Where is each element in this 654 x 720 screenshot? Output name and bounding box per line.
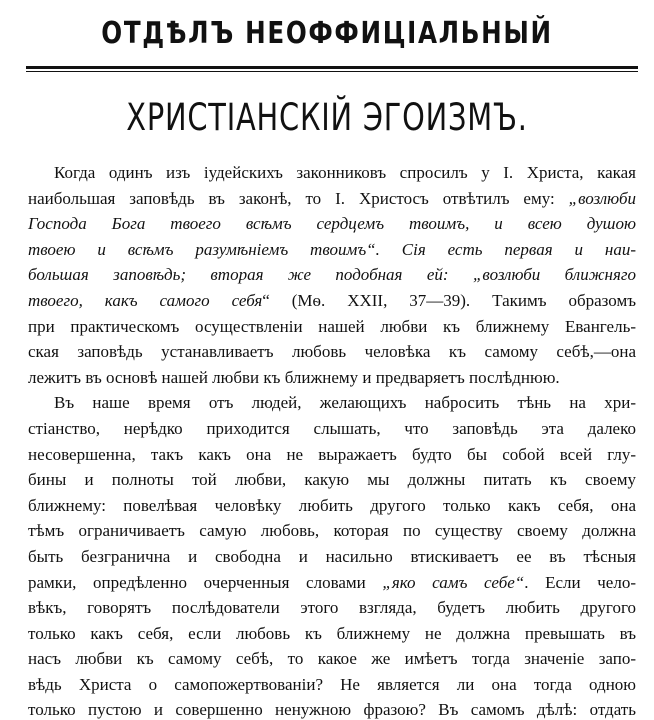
body-line xyxy=(28,646,636,672)
body-line xyxy=(28,544,636,570)
body-line xyxy=(28,186,636,212)
header-rule-thick xyxy=(26,66,638,69)
body-text: “ (Мѳ. XXII, 37—39). Такимъ образомъ xyxy=(262,290,636,310)
body-text: быть безгранична и свободна и насильно втискиваетъ ее въ тѣсныя xyxy=(28,546,636,566)
body-line xyxy=(28,442,636,468)
body-text: вѣкъ, говорятъ послѣдователи этого взгляда, будетъ любить другого xyxy=(28,598,636,618)
body-line xyxy=(28,416,636,442)
body-line xyxy=(28,570,636,596)
body-text: Въ наше время отъ людей, желающихъ набросить тѣнь на хри- xyxy=(54,393,636,413)
body-line xyxy=(28,288,636,314)
emphasis-text: „яко самъ себе“ xyxy=(382,572,525,592)
body-text: рамки, опредѣленно очерченныя словами xyxy=(28,572,383,592)
body-text: насъ любви къ самому себѣ, то какое же имѣетъ тогда значеніе запо- xyxy=(28,649,636,669)
body-line xyxy=(28,697,636,720)
body-text: несовершенна, такъ какъ она не выражаетъ будто бы собой всей глу- xyxy=(28,444,636,464)
emphasis-text: „возлюби xyxy=(568,188,636,208)
body-text: только пустою и совершенно ненужною фразою? Въ самомъ дѣлѣ: отдать xyxy=(28,700,636,720)
body-line xyxy=(28,390,636,416)
article-title: ХРИСТІАНСКІЙ ЭГОИЗМЪ. xyxy=(126,96,528,139)
body-line xyxy=(28,672,636,698)
body-line xyxy=(28,314,636,340)
body-line xyxy=(28,365,636,391)
body-text: лежитъ въ основѣ нашей любви къ ближнему и предваряетъ послѣднюю. xyxy=(28,367,560,387)
body-line xyxy=(28,262,636,288)
body-text: Когда одинъ изъ іудейскихъ законниковъ спросилъ у І. Христа, какая xyxy=(54,163,636,182)
body-line xyxy=(28,237,636,263)
emphasis-text: твоего, какъ самого себя xyxy=(28,290,263,310)
emphasis-text: твоею и всѣмъ разумѣніемъ твоимъ“. Сія есть первая и наи- xyxy=(28,239,636,259)
body-line xyxy=(28,621,636,647)
body-text: ближнему: повелѣвая человѣку любить другого только какъ себя, она xyxy=(28,495,636,515)
body-text: вѣдь Христа о самопожертвованіи? Не является ли она тогда одною xyxy=(28,674,636,694)
body-line xyxy=(28,339,636,365)
body-text: . Если чело- xyxy=(524,572,636,592)
body-line xyxy=(28,467,636,493)
body-text: тѣмъ ограничиваетъ самую любовь, которая по существу своему должна xyxy=(28,521,636,541)
body-line xyxy=(28,595,636,621)
body-line xyxy=(28,518,636,544)
body-text: только какъ себя, если любовь къ ближнему не должна превышать въ xyxy=(28,623,636,643)
body-line xyxy=(28,211,636,237)
body-text: бины и полноты той любви, какую мы должны питать къ своему xyxy=(28,470,636,490)
header-rule-thin xyxy=(26,71,638,72)
body-text: наибольшая заповѣдь въ законѣ, то І. Христосъ отвѣтилъ ему: xyxy=(28,188,569,208)
article-body xyxy=(28,160,636,720)
body-line xyxy=(28,160,636,186)
body-text: при практическомъ осуществленіи нашей любви къ ближнему Евангель- xyxy=(28,316,636,336)
section-header: ОТДѢЛЪ НЕОФФИЦІАЛЬНЫЙ xyxy=(101,16,553,51)
body-line xyxy=(28,493,636,519)
emphasis-text: Господа Бога твоего всѣмъ сердцемъ твоимъ, и всею душою xyxy=(28,214,636,234)
emphasis-text: большая заповѣдь; вторая же подобная ей: „возлюби ближняго xyxy=(28,265,636,285)
body-text: стіанство, нерѣдко приходится слышать, что заповѣдь эта далеко xyxy=(28,418,636,438)
body-text: ская заповѣдь устанавливаетъ любовь человѣка къ самому себѣ,—она xyxy=(28,342,636,362)
